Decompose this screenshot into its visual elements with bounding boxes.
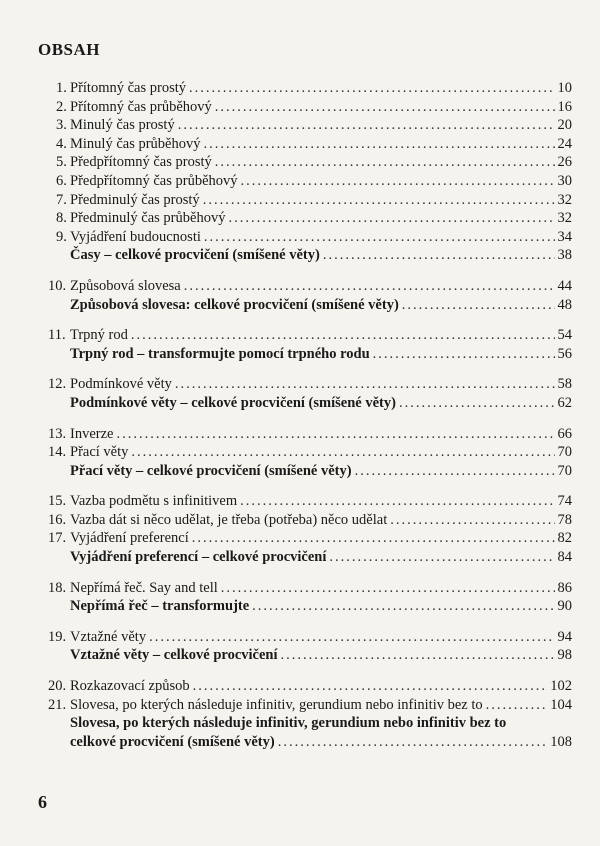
toc-entry-label: Slovesa, po kterých následuje infinitiv, gerundium nebo infinitiv bez to <box>70 696 483 713</box>
toc-entry-page: 32 <box>557 191 572 208</box>
toc-entry-number: 3. <box>56 117 67 134</box>
toc-entry-label: Vztažné věty – celkové procvičení <box>70 647 278 664</box>
toc-entry-page: 108 <box>550 733 572 750</box>
toc-entry-number: 14. <box>48 444 67 461</box>
toc-entry-label: Vyjádření preferencí – celkové procvičení <box>70 549 327 566</box>
toc-entry-page: 30 <box>557 172 572 189</box>
toc-entry-page: 62 <box>557 394 572 411</box>
toc-entry-number: 8. <box>56 210 67 227</box>
toc-entry-number: 11. <box>48 327 66 344</box>
toc-entry-number: 18. <box>48 579 67 596</box>
toc-entry-page: 44 <box>557 277 572 294</box>
toc-entry-label: Rozkazovací způsob <box>70 678 190 695</box>
toc-entry-number: 13. <box>48 425 67 442</box>
toc-entry <box>56 714 572 733</box>
toc-entry-label: Vazba dát si něco udělat, je třeba (potřeba) něco udělat <box>70 511 388 528</box>
toc-entry <box>48 492 572 511</box>
toc-entry <box>48 326 572 345</box>
dot-leader <box>278 733 548 752</box>
toc-entry <box>48 696 572 715</box>
toc-entry-page: 26 <box>557 154 572 171</box>
toc-entry-page: 10 <box>557 80 572 96</box>
toc-entry-page: 58 <box>557 376 572 393</box>
toc-entry <box>56 191 572 210</box>
toc-entry <box>56 646 572 665</box>
dot-leader <box>203 191 555 210</box>
toc-entry-page: 104 <box>550 696 572 713</box>
toc-entry-page: 70 <box>557 462 572 479</box>
toc-entry-page: 82 <box>557 530 572 547</box>
toc-entry <box>48 375 572 394</box>
toc-entry-label: Vyjádření preferencí <box>70 530 189 547</box>
dot-leader <box>204 228 555 247</box>
toc-entry-number: 7. <box>56 191 67 208</box>
toc-entry-page: 98 <box>557 647 572 664</box>
toc-entry <box>56 228 572 247</box>
dot-leader <box>390 511 554 530</box>
toc-entry-number: 17. <box>48 530 67 547</box>
dot-leader <box>131 326 555 345</box>
toc-entry-label: celkové procvičení (smíšené věty) <box>70 733 275 750</box>
toc-entry-label: Podmínkové věty – celkové procvičení (smíšené věty) <box>70 394 396 411</box>
toc-entry <box>56 116 572 135</box>
toc-entry-page: 90 <box>557 598 572 615</box>
toc-entry-label: Způsobová slovesa <box>70 277 181 294</box>
toc-entry-label: Trpný rod – transformujte pomocí trpného rodu <box>70 345 370 362</box>
toc-entry-page: 56 <box>557 345 572 362</box>
toc-entry-number: 15. <box>48 493 67 510</box>
toc-entry-label: Inverze <box>70 425 114 442</box>
toc-entry-label: Předminulý čas prostý <box>70 191 200 208</box>
dot-leader <box>175 375 555 394</box>
toc-entry-label: Předpřítomný čas průběhový <box>70 172 238 189</box>
toc-entry <box>48 511 572 530</box>
toc-entry <box>48 628 572 647</box>
dot-leader <box>116 425 554 444</box>
dot-leader <box>203 135 554 154</box>
dot-leader <box>241 172 555 191</box>
toc-entry-label: Trpný rod <box>70 327 128 344</box>
toc-entry <box>56 172 572 191</box>
dot-leader <box>373 345 555 364</box>
toc-entry-number: 5. <box>56 154 67 171</box>
toc-entry-page: 66 <box>557 425 572 442</box>
toc-entry-page: 48 <box>557 296 572 313</box>
toc-entry-number: 9. <box>56 228 67 245</box>
toc-entry-label: Nepřímá řeč. Say and tell <box>70 579 218 596</box>
toc-entry-number: 21. <box>48 696 67 713</box>
dot-leader <box>215 98 555 117</box>
dot-leader <box>178 116 555 135</box>
dot-leader <box>131 443 554 462</box>
toc-entry-page: 94 <box>557 628 572 645</box>
toc-entry-label: Slovesa, po kterých následuje infinitiv, gerundium nebo infinitiv bez to <box>70 715 507 732</box>
toc-entry <box>56 79 572 98</box>
toc-entry-label: Minulý čas průběhový <box>70 135 201 152</box>
toc-entry <box>56 733 572 752</box>
toc-entry-label: Vazba podmětu s infinitivem <box>70 493 238 510</box>
toc-entry-number: 2. <box>56 98 67 115</box>
toc-entry <box>48 529 572 548</box>
toc-entry-label: Předpřítomný čas prostý <box>70 154 212 171</box>
toc-entry <box>56 345 572 364</box>
toc-entry-number: 6. <box>56 172 67 189</box>
toc-entry-number: 20. <box>48 678 67 695</box>
toc-entry-label: Minulý čas prostý <box>70 117 175 134</box>
toc-entry-page: 74 <box>557 493 572 510</box>
dot-leader <box>355 462 555 481</box>
dot-leader <box>228 209 554 228</box>
table-of-contents <box>48 79 572 751</box>
toc-entry-label: Přítomný čas prostý <box>70 80 186 96</box>
dot-leader <box>192 529 555 548</box>
toc-entry <box>48 443 572 462</box>
toc-entry <box>48 579 572 598</box>
toc-entry-number: 19. <box>48 628 67 645</box>
toc-entry <box>48 277 572 296</box>
toc-entry-label: Vztažné věty <box>70 628 147 645</box>
toc-entry-page: 102 <box>550 678 572 695</box>
toc-entry-page: 16 <box>557 98 572 115</box>
toc-entry-page: 86 <box>557 579 572 596</box>
dot-leader <box>240 492 554 511</box>
toc-entry-page: 84 <box>557 549 572 566</box>
dot-leader <box>149 628 554 647</box>
toc-entry <box>56 548 572 567</box>
page-number: 6 <box>38 792 47 812</box>
toc-entry <box>56 597 572 616</box>
dot-leader <box>252 597 554 616</box>
toc-entry-label: Přací věty – celkové procvičení (smíšené věty) <box>70 462 352 479</box>
toc-entry-label: Nepřímá řeč – transformujte <box>70 598 250 615</box>
dot-leader <box>221 579 555 598</box>
dot-leader <box>184 277 555 296</box>
toc-entry-number: 4. <box>56 135 67 152</box>
toc-entry-page: 38 <box>557 247 572 264</box>
toc-entry-label: Časy – celkové procvičení (smíšené věty) <box>70 247 320 264</box>
toc-entry-label: Předminulý čas průběhový <box>70 210 226 227</box>
dot-leader <box>189 79 555 98</box>
toc-entry <box>56 135 572 154</box>
toc-entry <box>56 98 572 117</box>
toc-entry <box>48 425 572 444</box>
toc-entry <box>56 246 572 265</box>
toc-entry-page: 54 <box>557 327 572 344</box>
toc-entry-number: 16. <box>48 511 67 528</box>
toc-entry-label: Přítomný čas průběhový <box>70 98 212 115</box>
dot-leader <box>215 153 555 172</box>
dot-leader <box>281 646 555 665</box>
toc-entry <box>56 462 572 481</box>
dot-leader <box>323 246 555 265</box>
toc-entry-page: 20 <box>557 117 572 134</box>
toc-entry-label: Vyjádření budoucnosti <box>70 228 201 245</box>
dot-leader <box>486 696 548 715</box>
toc-entry-number: 1. <box>56 80 67 96</box>
toc-entry-label: Podmínkové věty <box>70 376 172 393</box>
toc-entry-label: Způsobová slovesa: celkové procvičení (smíšené věty) <box>70 296 399 313</box>
dot-leader <box>193 677 548 696</box>
dot-leader <box>402 296 555 315</box>
toc-entry-number: 10. <box>48 277 67 294</box>
dot-leader <box>399 394 555 413</box>
toc-entry-page: 24 <box>557 135 572 152</box>
toc-entry-page: 34 <box>557 228 572 245</box>
toc-entry <box>56 153 572 172</box>
toc-entry <box>56 394 572 413</box>
toc-entry <box>48 677 572 696</box>
toc-entry-page: 70 <box>557 444 572 461</box>
toc-entry-page: 78 <box>557 511 572 528</box>
toc-entry-page: 32 <box>557 210 572 227</box>
toc-title: OBSAH <box>38 40 101 59</box>
toc-entry <box>56 209 572 228</box>
dot-leader <box>329 548 554 567</box>
toc-entry <box>56 296 572 315</box>
toc-entry-number: 12. <box>48 376 67 393</box>
toc-entry-label: Přací věty <box>70 444 129 461</box>
